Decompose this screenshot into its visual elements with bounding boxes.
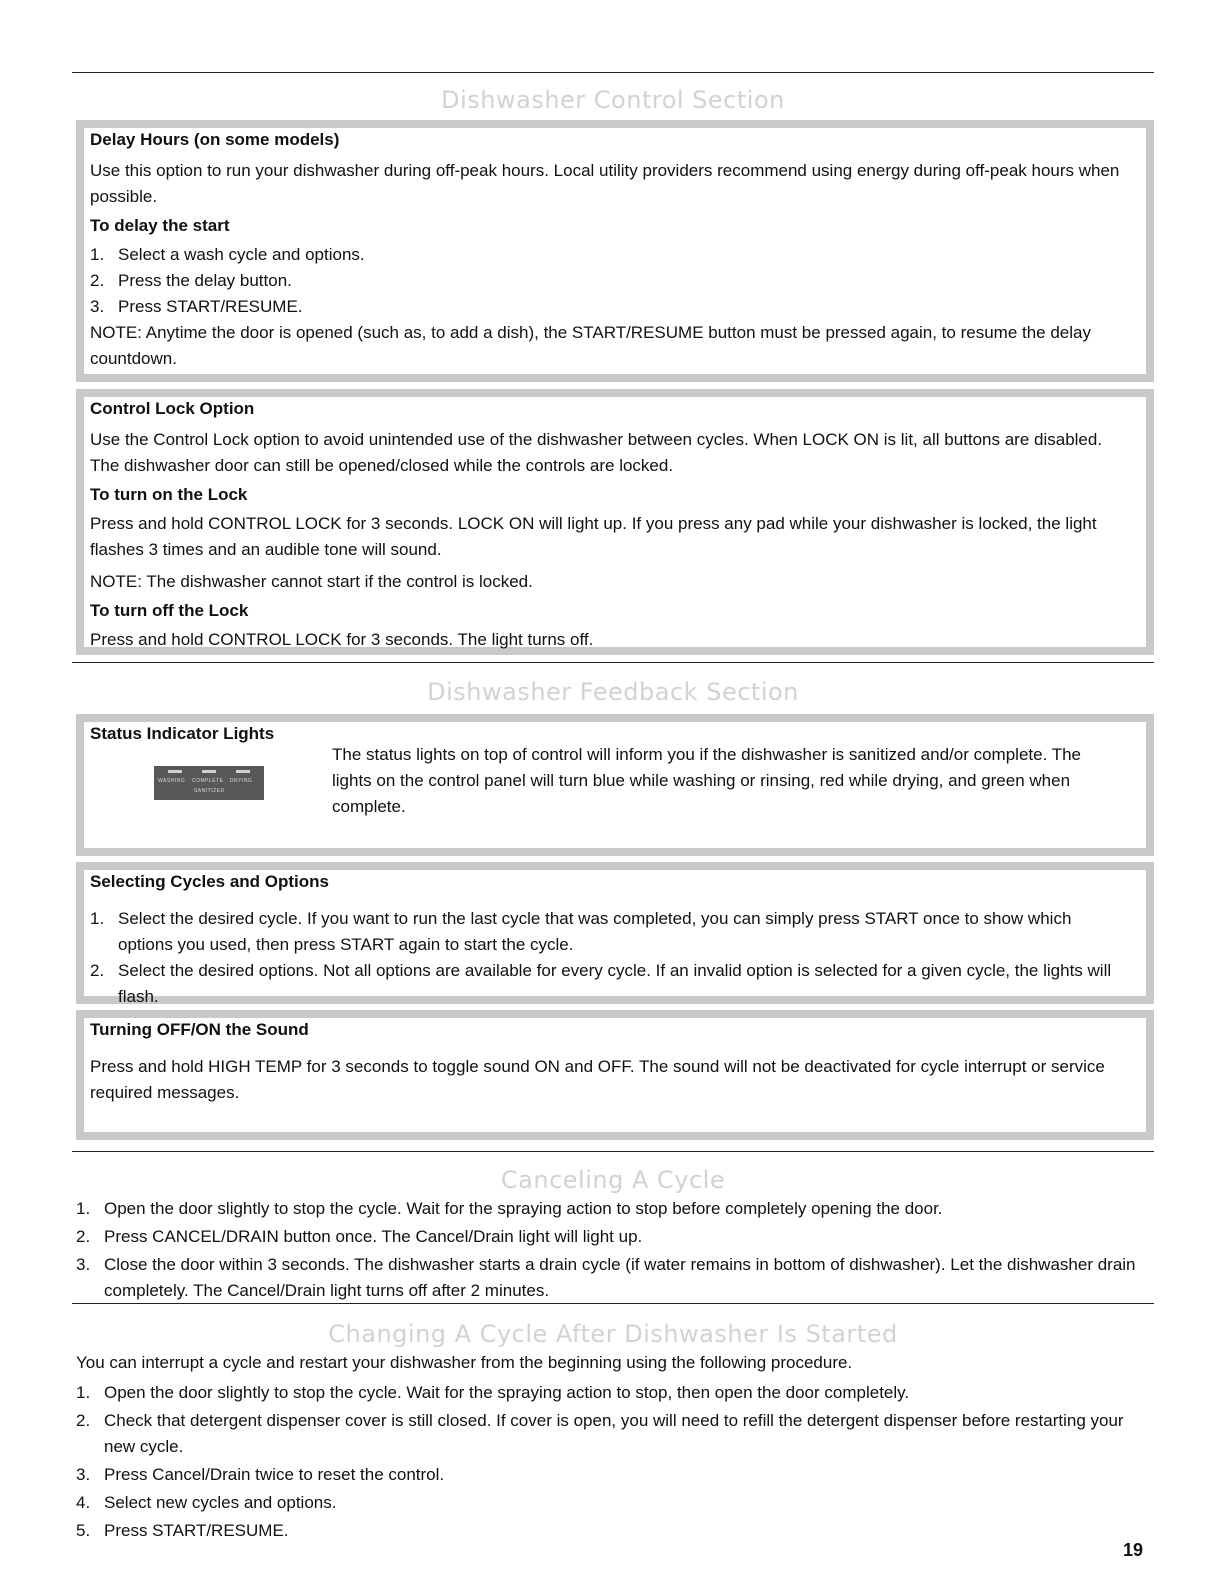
lock-off-text: Press and hold CONTROL LOCK for 3 seconds. The light turns off. <box>90 630 594 649</box>
list-item: 1. Select a wash cycle and options. <box>90 245 365 264</box>
list-item: 3. Press Cancel/Drain twice to reset the control. <box>76 1465 445 1484</box>
top-rule <box>72 72 1154 73</box>
list-item: 2. Select the desired options. Not all options are available for every cycle. If an invalid option is selected for a given cycle, the lights will flash. <box>90 961 1112 1006</box>
delay-hours-box <box>76 120 1154 382</box>
feedback-rule <box>72 662 1154 663</box>
changing-rule <box>72 1303 1154 1304</box>
lock-on-text: Press and hold CONTROL LOCK for 3 seconds. LOCK ON will light up. If you press any pad while your dishwasher is locked, the light flashes 3 times and an audible tone will sound. <box>90 514 1097 559</box>
changing-content <box>76 1350 1146 1546</box>
delay-note: NOTE: Anytime the door is opened (such as, to add a dish), the START/RESUME button must be pressed again, to resume the delay countdown. <box>90 323 1091 368</box>
list-item: 2. Press the delay button. <box>90 271 292 290</box>
sound-box <box>76 1010 1154 1140</box>
delay-start-subhead: To delay the start <box>90 216 230 235</box>
page-number: 19 <box>1122 1540 1143 1560</box>
selecting-cycles-box <box>76 862 1154 1004</box>
status-indicator-text: The status lights on top of control will inform you if the dishwasher is sanitized and/or complete. The lights on the control panel will turn blue while washing or rinsing, red while drying, and green when complete. <box>332 745 1082 816</box>
list-item: 1. Select the desired cycle. If you want to run the last cycle that was completed, you can simply press START once to show which options you used, then press START again to start the cycle. <box>90 909 1072 954</box>
status-lights-image: WASHING COMPLETE DRYING SANITIZED <box>154 766 264 800</box>
list-item: 5. Press START/RESUME. <box>76 1521 289 1540</box>
section-title-changing: Changing A Cycle After Dishwasher Is Started <box>328 1320 898 1348</box>
list-item: 4. Select new cycles and options. <box>76 1493 337 1512</box>
lock-on-subhead: To turn on the Lock <box>90 485 248 504</box>
section-title-cancel: Canceling A Cycle <box>500 1166 726 1194</box>
cancel-rule <box>72 1151 1154 1152</box>
section-title-control: Dishwasher Control Section <box>441 86 785 114</box>
lock-note: NOTE: The dishwasher cannot start if the control is locked. <box>90 572 533 591</box>
list-item: 3. Press START/RESUME. <box>90 297 303 316</box>
sound-title: Turning OFF/ON the Sound <box>90 1020 309 1039</box>
selecting-cycles-title: Selecting Cycles and Options <box>90 872 330 891</box>
control-lock-title: Control Lock Option <box>90 399 255 418</box>
cancel-steps <box>76 1196 1146 1306</box>
lock-off-subhead: To turn off the Lock <box>90 601 249 620</box>
list-item: 2. Check that detergent dispenser cover is still closed. If cover is open, you will need to refill the detergent dispenser before restarting your new cycle. <box>76 1411 1124 1456</box>
list-item: 1. Open the door slightly to stop the cycle. Wait for the spraying action to stop, then open the door completely. <box>76 1383 910 1402</box>
list-item: 1. Open the door slightly to stop the cycle. Wait for the spraying action to stop before completely opening the door. <box>76 1199 943 1218</box>
status-indicator-title: Status Indicator Lights <box>90 724 275 743</box>
changing-intro: You can interrupt a cycle and restart your dishwasher from the beginning using the following procedure. <box>76 1353 853 1372</box>
delay-hours-intro: Use this option to run your dishwasher during off-peak hours. Local utility providers recommend using energy during off-peak hours when possible. <box>90 161 1120 206</box>
status-indicator-box <box>76 714 1154 856</box>
control-lock-intro: Use the Control Lock option to avoid unintended use of the dishwasher between cycles. When LOCK ON is lit, all buttons are disabled. The dishwasher door can still be opened/closed while the controls are locked. <box>90 430 1103 475</box>
section-title-feedback: Dishwasher Feedback Section <box>427 678 799 706</box>
control-lock-box <box>76 389 1154 655</box>
list-item: 2. Press CANCEL/DRAIN button once. The Cancel/Drain light will light up. <box>76 1227 643 1246</box>
delay-hours-title: Delay Hours (on some models) <box>90 130 340 149</box>
sound-text: Press and hold HIGH TEMP for 3 seconds to toggle sound ON and OFF. The sound will not be deactivated for cycle interrupt or service required messages. <box>90 1057 1105 1102</box>
list-item: 3. Close the door within 3 seconds. The dishwasher starts a drain cycle (if water remains in bottom of dishwasher). Let the dishwasher drain completely. The Cancel/Drain light turns off after 2 minutes. <box>76 1255 1136 1300</box>
